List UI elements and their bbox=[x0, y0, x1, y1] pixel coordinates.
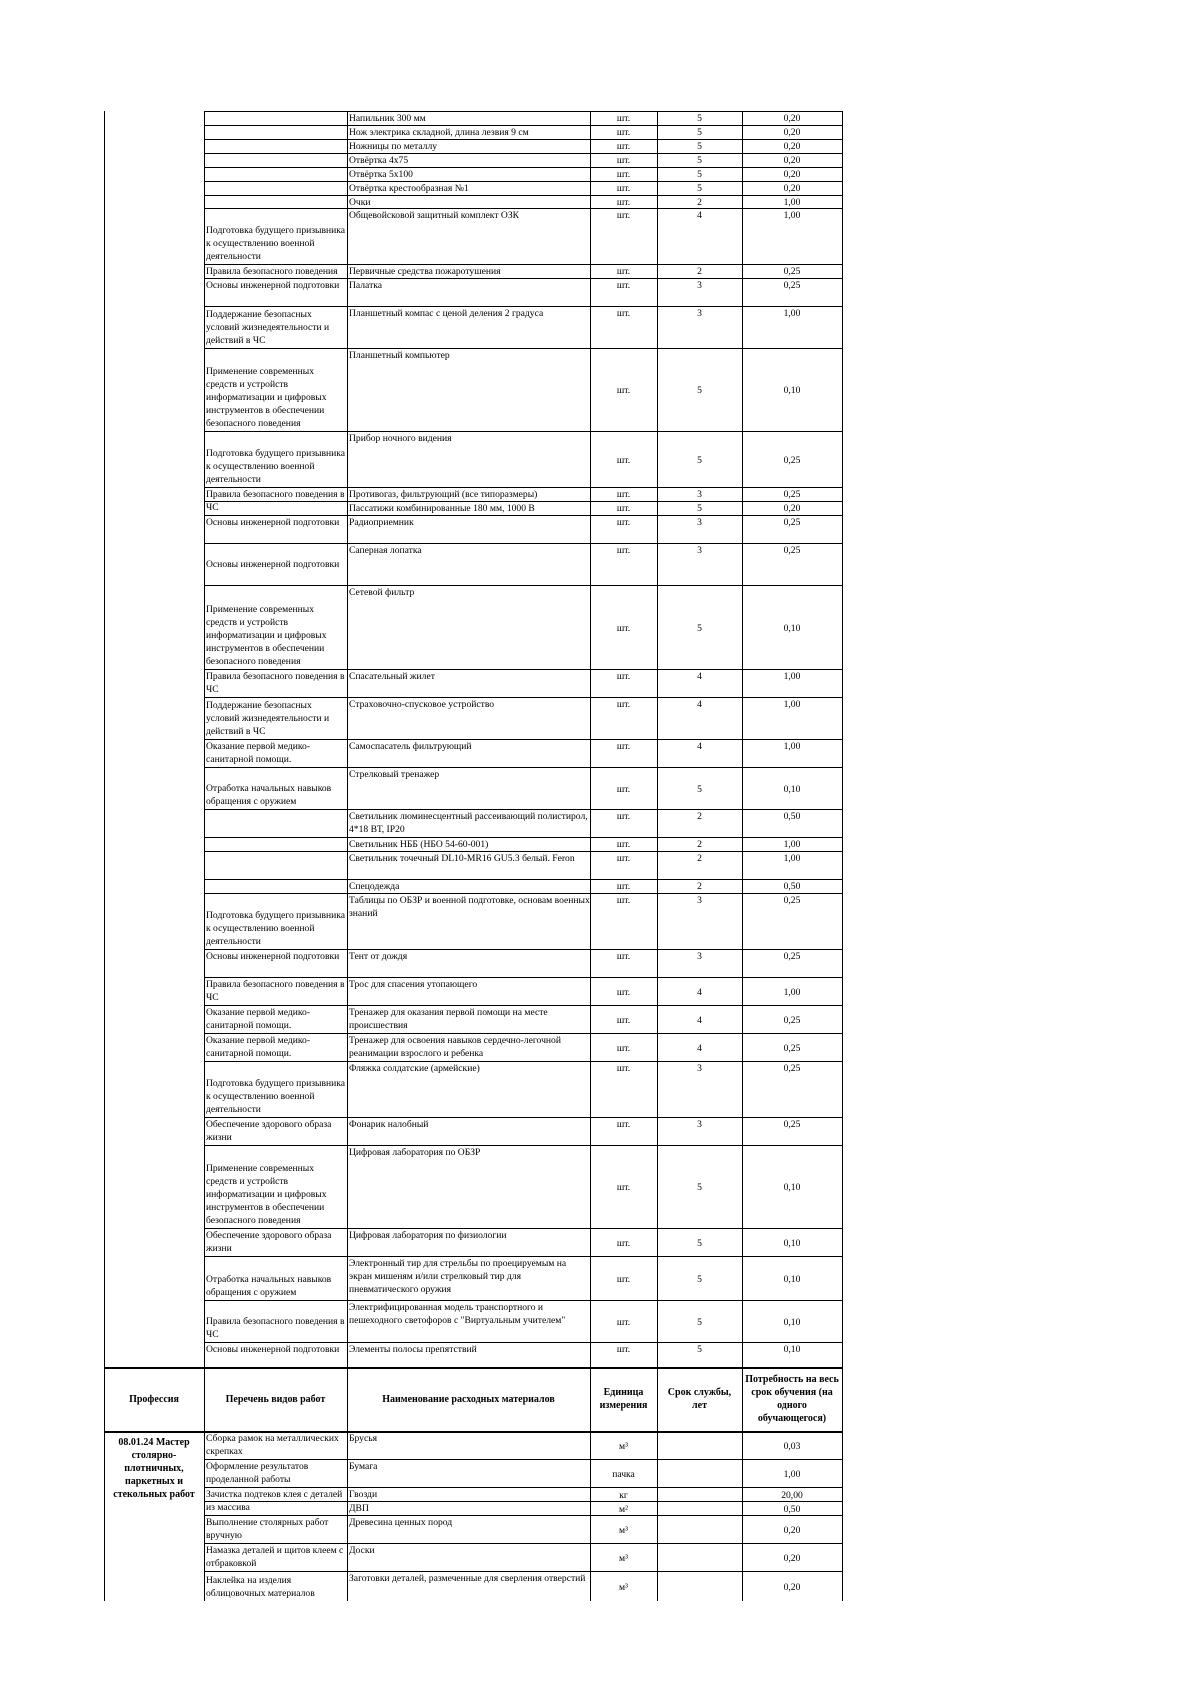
service-life-cell: 5 bbox=[697, 1238, 702, 1249]
unit-cell: пачка bbox=[612, 1469, 635, 1480]
service-life-cell: 2 bbox=[697, 266, 702, 277]
service-life-cell: 3 bbox=[697, 1063, 702, 1074]
work-type-cell: Намазка деталей и щитов клеем с отбраковкой bbox=[206, 1545, 344, 1569]
work-type-cell: Применение современных средств и устройств информатизации и цифровых инструментов в обеспечении безопасного поведения bbox=[206, 1163, 327, 1226]
material-name-cell: Спецодежда bbox=[349, 881, 400, 892]
unit-cell: шт. bbox=[616, 623, 631, 634]
service-life-cell: 2 bbox=[697, 881, 702, 892]
unit-cell: шт. bbox=[616, 489, 631, 500]
material-name-cell: Радиоприемник bbox=[349, 517, 414, 528]
need-cell: 1,00 bbox=[783, 853, 801, 864]
work-type-cell: Подготовка будущего призывника к осуществлению военной деятельности bbox=[206, 910, 346, 947]
unit-cell: шт. bbox=[616, 169, 631, 180]
service-life-cell: 5 bbox=[697, 155, 702, 166]
need-cell: 0,25 bbox=[783, 1119, 801, 1130]
material-name-cell: Доски bbox=[349, 1545, 375, 1556]
material-name-cell: Напильник 300 мм bbox=[349, 113, 426, 124]
service-life-cell: 5 bbox=[697, 1344, 702, 1355]
work-type-cell: Подготовка будущего призывника к осуществлению военной деятельности bbox=[206, 1078, 346, 1115]
need-cell: 0,20 bbox=[783, 1525, 801, 1536]
need-cell: 0,10 bbox=[783, 1274, 801, 1285]
unit-cell: шт. bbox=[616, 1344, 631, 1355]
header-profession: Профессия bbox=[129, 1393, 179, 1405]
material-name-cell: Планшетный компас с ценой деления 2 градуса bbox=[349, 308, 544, 319]
unit-cell: шт. bbox=[616, 881, 631, 892]
material-name-cell: Отвёртка 4х75 bbox=[349, 155, 409, 166]
need-cell: 0,20 bbox=[783, 113, 801, 124]
need-cell: 0,25 bbox=[783, 1043, 801, 1054]
work-type-cell: Подготовка будущего призывника к осуществлению военной деятельности bbox=[206, 448, 346, 485]
unit-cell: шт. bbox=[616, 308, 631, 319]
need-cell: 0,20 bbox=[783, 141, 801, 152]
need-cell: 0,50 bbox=[783, 811, 801, 822]
service-life-cell: 5 bbox=[697, 1182, 702, 1193]
need-cell: 0,10 bbox=[783, 1344, 801, 1355]
work-type-cell bbox=[204, 880, 347, 893]
work-type-cell: Оформление результатов проделанной работы bbox=[206, 1461, 309, 1485]
work-type-cell: Обеспечение здорового образа жизни bbox=[206, 1230, 332, 1254]
need-cell: 0,25 bbox=[783, 489, 801, 500]
need-cell: 0,25 bbox=[783, 517, 801, 528]
material-name-cell: Прибор ночного видения bbox=[349, 433, 452, 444]
service-life-cell: 4 bbox=[697, 1043, 702, 1054]
unit-cell: шт. bbox=[616, 1043, 631, 1054]
unit-cell: шт. bbox=[616, 210, 631, 221]
need-cell: 0,25 bbox=[783, 1015, 801, 1026]
need-cell: 1,00 bbox=[783, 308, 801, 319]
work-type-cell: Основы инженерной подготовки bbox=[206, 280, 340, 291]
unit-cell: шт. bbox=[616, 1238, 631, 1249]
unit-cell: шт. bbox=[616, 895, 631, 906]
service-life-cell: 5 bbox=[697, 784, 702, 795]
unit-cell: шт. bbox=[616, 280, 631, 291]
material-name-cell: Отвёртка крестообразная №1 bbox=[349, 183, 469, 194]
service-life-cell bbox=[657, 1516, 742, 1543]
work-type-cell: Оказание первой медико-санитарной помощи. bbox=[206, 741, 311, 765]
service-life-cell bbox=[657, 1460, 742, 1487]
work-type-cell: Основы инженерной подготовки bbox=[206, 951, 340, 962]
column-rule bbox=[842, 111, 843, 1367]
unit-cell: шт. bbox=[616, 1317, 631, 1328]
service-life-cell: 5 bbox=[697, 113, 702, 124]
need-cell: 1,00 bbox=[783, 1469, 801, 1480]
need-cell: 1,00 bbox=[783, 197, 801, 208]
material-name-cell: Палатка bbox=[349, 280, 383, 291]
header-service-life: Срок службы, лет bbox=[667, 1387, 732, 1411]
work-type-cell bbox=[204, 182, 347, 195]
unit-cell: шт. bbox=[616, 741, 631, 752]
need-cell: 0,25 bbox=[783, 951, 801, 962]
material-name-cell: Противогаз, фильтрующий (все типоразмеры) bbox=[349, 489, 538, 500]
unit-cell: шт. bbox=[616, 517, 631, 528]
service-life-cell: 5 bbox=[697, 1317, 702, 1328]
work-type-cell: Отработка начальных навыков обращения с оружием bbox=[206, 1274, 332, 1298]
work-type-cell: Оказание первой медико-санитарной помощи. bbox=[206, 1035, 311, 1059]
unit-cell: м³ bbox=[619, 1525, 628, 1536]
need-cell: 0,20 bbox=[783, 183, 801, 194]
unit-cell: шт. bbox=[616, 1119, 631, 1130]
unit-cell: шт. bbox=[616, 699, 631, 710]
service-life-cell bbox=[657, 1544, 742, 1571]
service-life-cell: 4 bbox=[697, 987, 702, 998]
material-name-cell: Цифровая лаборатория по ОБЗР bbox=[349, 1147, 481, 1158]
service-life-cell: 2 bbox=[697, 853, 702, 864]
unit-cell: м² bbox=[619, 1504, 628, 1515]
service-life-cell: 5 bbox=[697, 169, 702, 180]
material-name-cell: Страховочно-спусковое устройство bbox=[349, 699, 495, 710]
work-type-cell: Выполнение столярных работ вручную bbox=[206, 1517, 329, 1541]
unit-cell: шт. bbox=[616, 811, 631, 822]
service-life-cell bbox=[657, 1502, 742, 1515]
material-name-cell: Самоспасатель фильтрующий bbox=[349, 741, 472, 752]
material-name-cell: Светильник точечный DL10-MR16 GU5.3 белый. Feron bbox=[349, 853, 575, 864]
need-cell: 0,10 bbox=[783, 784, 801, 795]
header-unit: Единица измерения bbox=[599, 1387, 648, 1411]
service-life-cell: 3 bbox=[697, 1119, 702, 1130]
work-type-cell: Отработка начальных навыков обращения с оружием bbox=[206, 783, 332, 807]
service-life-cell: 3 bbox=[697, 517, 702, 528]
work-type-cell: Основы инженерной подготовки bbox=[206, 517, 340, 528]
need-cell: 0,10 bbox=[783, 623, 801, 634]
material-name-cell: Отвёртка 5х100 bbox=[349, 169, 413, 180]
service-life-cell: 3 bbox=[697, 280, 702, 291]
unit-cell: шт. bbox=[616, 853, 631, 864]
work-type-cell bbox=[204, 1502, 347, 1515]
material-name-cell: Заготовки деталей, размеченные для сверления отверстий bbox=[349, 1573, 586, 1584]
material-name-cell: ДВП bbox=[349, 1503, 369, 1514]
need-cell: 0,25 bbox=[783, 266, 801, 277]
work-type-cell bbox=[204, 852, 347, 879]
material-name-cell: Электронный тир для стрельбы по проецируемым на экран мишеням и/или стрелковый тир для пневматического оружия bbox=[349, 1258, 567, 1295]
need-cell: 0,25 bbox=[783, 280, 801, 291]
need-cell: 0,20 bbox=[783, 169, 801, 180]
work-type-cell: Правила безопасного поведения bbox=[206, 266, 338, 277]
material-name-cell: Элементы полосы препятствий bbox=[349, 1344, 477, 1355]
service-life-cell bbox=[657, 1572, 742, 1601]
unit-cell: шт. bbox=[616, 155, 631, 166]
need-cell: 0,25 bbox=[783, 1063, 801, 1074]
work-type-cell: Сборка рамок на металлических скрепках bbox=[206, 1433, 339, 1457]
material-name-cell: Стрелковый тренажер bbox=[349, 769, 440, 780]
service-life-cell: 4 bbox=[697, 210, 702, 221]
service-life-cell: 3 bbox=[697, 489, 702, 500]
unit-cell: шт. bbox=[616, 839, 631, 850]
unit-cell: шт. bbox=[616, 545, 631, 556]
material-name-cell: Цифровая лаборатория по физиологии bbox=[349, 1230, 507, 1241]
service-life-cell: 5 bbox=[697, 623, 702, 634]
need-cell: 1,00 bbox=[783, 987, 801, 998]
unit-cell: шт. bbox=[616, 197, 631, 208]
work-type-cell bbox=[204, 154, 347, 167]
material-name-cell: Саперная лопатка bbox=[349, 545, 422, 556]
need-cell: 0,10 bbox=[783, 385, 801, 396]
service-life-cell: 5 bbox=[697, 183, 702, 194]
material-name-cell: Первичные средства пожаротушения bbox=[349, 266, 501, 277]
need-cell: 0,10 bbox=[783, 1238, 801, 1249]
service-life-cell: 4 bbox=[697, 671, 702, 682]
need-cell: 0,50 bbox=[783, 881, 801, 892]
work-type-cell: Правила безопасного поведения в ЧС bbox=[206, 979, 345, 1003]
unit-cell: шт. bbox=[616, 671, 631, 682]
work-type-cell bbox=[204, 810, 347, 837]
service-life-cell: 4 bbox=[697, 1015, 702, 1026]
work-type-cell: Правила безопасного поведения в ЧС bbox=[206, 489, 345, 513]
service-life-cell: 2 bbox=[697, 197, 702, 208]
unit-cell: шт. bbox=[616, 113, 631, 124]
unit-cell: шт. bbox=[616, 784, 631, 795]
material-name-cell: Общевойсковой защитный комплект ОЗК bbox=[349, 210, 520, 221]
work-type-cell: Наклейка на изделия облицовочных материалов bbox=[206, 1575, 315, 1599]
need-cell: 0,20 bbox=[783, 155, 801, 166]
material-name-cell: Бумага bbox=[349, 1461, 378, 1472]
work-type-cell bbox=[204, 140, 347, 153]
material-name-cell: Тент от дождя bbox=[349, 951, 408, 962]
need-cell: 0,10 bbox=[783, 1182, 801, 1193]
work-type-cell bbox=[204, 168, 347, 181]
material-name-cell: Электрифицированная модель транспортного и пешеходного светофоров с "Виртуальным учителем" bbox=[349, 1302, 566, 1326]
work-type-cell: Поддержание безопасных условий жизнедеятельности и действий в ЧС bbox=[206, 700, 330, 737]
work-type-cell: Применение современных средств и устройств информатизации и цифровых инструментов в обеспечении безопасного поведения bbox=[206, 366, 327, 429]
need-cell: 1,00 bbox=[783, 699, 801, 710]
material-name-cell: Брусья bbox=[349, 1433, 378, 1444]
unit-cell: м³ bbox=[619, 1582, 628, 1593]
material-name-cell: Нож электрика складной, длина лезвия 9 см bbox=[349, 127, 529, 138]
need-cell: 1,00 bbox=[783, 741, 801, 752]
header-need: Потребность на весь срок обучения (на одного обучающегося) bbox=[745, 1374, 839, 1424]
service-life-cell: 5 bbox=[697, 127, 702, 138]
need-cell: 0,20 bbox=[783, 503, 801, 514]
need-cell: 20,00 bbox=[781, 1490, 803, 1501]
header-work-list: Перечень видов работ bbox=[225, 1393, 326, 1405]
material-name-cell: Очки bbox=[349, 197, 371, 208]
work-type-cell bbox=[204, 126, 347, 139]
unit-cell: шт. bbox=[616, 141, 631, 152]
material-name-cell: Спасательный жилет bbox=[349, 671, 435, 682]
unit-cell: шт. bbox=[616, 987, 631, 998]
material-name-cell: Тренажер для освоения навыков сердечно-легочной реанимации взрослого и ребенка bbox=[349, 1035, 561, 1059]
need-cell: 0,50 bbox=[783, 1504, 801, 1515]
work-type-cell bbox=[204, 196, 347, 208]
unit-cell: шт. bbox=[616, 1182, 631, 1193]
column-rule bbox=[842, 1367, 843, 1431]
need-cell: 1,00 bbox=[783, 671, 801, 682]
service-life-cell: 2 bbox=[697, 811, 702, 822]
material-name-cell: Светильник люминесцентный рассеивающий полистирол, 4*18 ВТ, IP20 bbox=[349, 811, 588, 835]
profession-name: 08.01.24 Мастер столярно-плотничных, паркетных и стекольных работ bbox=[113, 1437, 195, 1500]
work-type-cell: Оказание первой медико-санитарной помощи. bbox=[206, 1007, 311, 1031]
material-name-cell: Таблицы по ОБЗР и военной подготовке, основам военных знаний bbox=[349, 895, 590, 919]
service-life-cell bbox=[657, 1488, 742, 1501]
unit-cell: шт. bbox=[616, 266, 631, 277]
service-life-cell: 3 bbox=[697, 895, 702, 906]
unit-cell: шт. bbox=[616, 127, 631, 138]
material-name-cell: Древесина ценных пород bbox=[349, 1517, 453, 1528]
need-cell: 0,10 bbox=[783, 1317, 801, 1328]
need-cell: 0,25 bbox=[783, 545, 801, 556]
unit-cell: м³ bbox=[619, 1441, 628, 1452]
unit-cell: шт. bbox=[616, 951, 631, 962]
need-cell: 0,20 bbox=[783, 1582, 801, 1593]
service-life-cell: 4 bbox=[697, 699, 702, 710]
unit-cell: шт. bbox=[616, 183, 631, 194]
service-life-cell: 5 bbox=[697, 385, 702, 396]
service-life-cell: 3 bbox=[697, 308, 702, 319]
unit-cell: шт. bbox=[616, 1063, 631, 1074]
unit-cell: шт. bbox=[616, 1015, 631, 1026]
header-material-name: Наименование расходных материалов bbox=[382, 1393, 555, 1405]
material-name-cell: Светильник НББ (НБО 54-60-001) bbox=[349, 839, 489, 850]
material-name-cell: Сетевой фильтр bbox=[349, 587, 415, 598]
service-life-cell: 5 bbox=[697, 455, 702, 466]
unit-cell: кг bbox=[619, 1490, 628, 1501]
unit-cell: шт. bbox=[616, 1274, 631, 1285]
material-name-cell: Тренажер для оказания первой помощи на месте происшествия bbox=[349, 1007, 548, 1031]
service-life-cell: 3 bbox=[697, 951, 702, 962]
need-cell: 1,00 bbox=[783, 839, 801, 850]
material-name-cell: Гвозди bbox=[349, 1489, 378, 1500]
work-type-cell bbox=[204, 502, 347, 515]
need-cell: 0,25 bbox=[783, 895, 801, 906]
service-life-cell: 4 bbox=[697, 741, 702, 752]
need-cell: 0,25 bbox=[783, 455, 801, 466]
material-name-cell: Ножницы по металлу bbox=[349, 141, 438, 152]
need-cell: 0,03 bbox=[783, 1441, 801, 1452]
material-name-cell: Пассатижи комбинированные 180 мм, 1000 В bbox=[349, 503, 535, 514]
work-type-cell: Поддержание безопасных условий жизнедеятельности и действий в ЧС bbox=[206, 309, 330, 346]
work-type-cell: Обеспечение здорового образа жизни bbox=[206, 1119, 332, 1143]
unit-cell: шт. bbox=[616, 455, 631, 466]
material-name-cell: Фляжка солдатские (армейские) bbox=[349, 1063, 480, 1074]
material-name-cell: Фонарик налобный bbox=[349, 1119, 429, 1130]
work-type-cell bbox=[204, 838, 347, 851]
work-type-cell: Основы инженерной подготовки bbox=[206, 1344, 340, 1355]
work-type-cell: Правила безопасного поведения в ЧС bbox=[206, 1316, 345, 1340]
work-type-cell bbox=[204, 112, 347, 125]
unit-cell: шт. bbox=[616, 503, 631, 514]
work-type-cell: Основы инженерной подготовки bbox=[206, 559, 340, 570]
service-life-cell bbox=[657, 1432, 742, 1459]
need-cell: 0,20 bbox=[783, 1553, 801, 1564]
need-cell: 0,20 bbox=[783, 127, 801, 138]
material-name-cell: Трос для спасения утопающего bbox=[349, 979, 478, 990]
unit-cell: м³ bbox=[619, 1553, 628, 1564]
service-life-cell: 5 bbox=[697, 141, 702, 152]
work-type-cell: Применение современных средств и устройств информатизации и цифровых инструментов в обеспечении безопасного поведения bbox=[206, 604, 327, 667]
service-life-cell: 3 bbox=[697, 545, 702, 556]
work-type-cell: Подготовка будущего призывника к осуществлению военной деятельности bbox=[206, 225, 346, 262]
material-name-cell: Планшетный компьютер bbox=[349, 350, 450, 361]
work-type-cell: Правила безопасного поведения в ЧС bbox=[206, 671, 345, 695]
unit-cell: шт. bbox=[616, 385, 631, 396]
work-type-cell: Зачистка подтеков клея с деталей из массива bbox=[206, 1489, 343, 1513]
service-life-cell: 5 bbox=[697, 503, 702, 514]
service-life-cell: 2 bbox=[697, 839, 702, 850]
service-life-cell: 5 bbox=[697, 1274, 702, 1285]
need-cell: 1,00 bbox=[783, 210, 801, 221]
column-rule bbox=[842, 1431, 843, 1601]
